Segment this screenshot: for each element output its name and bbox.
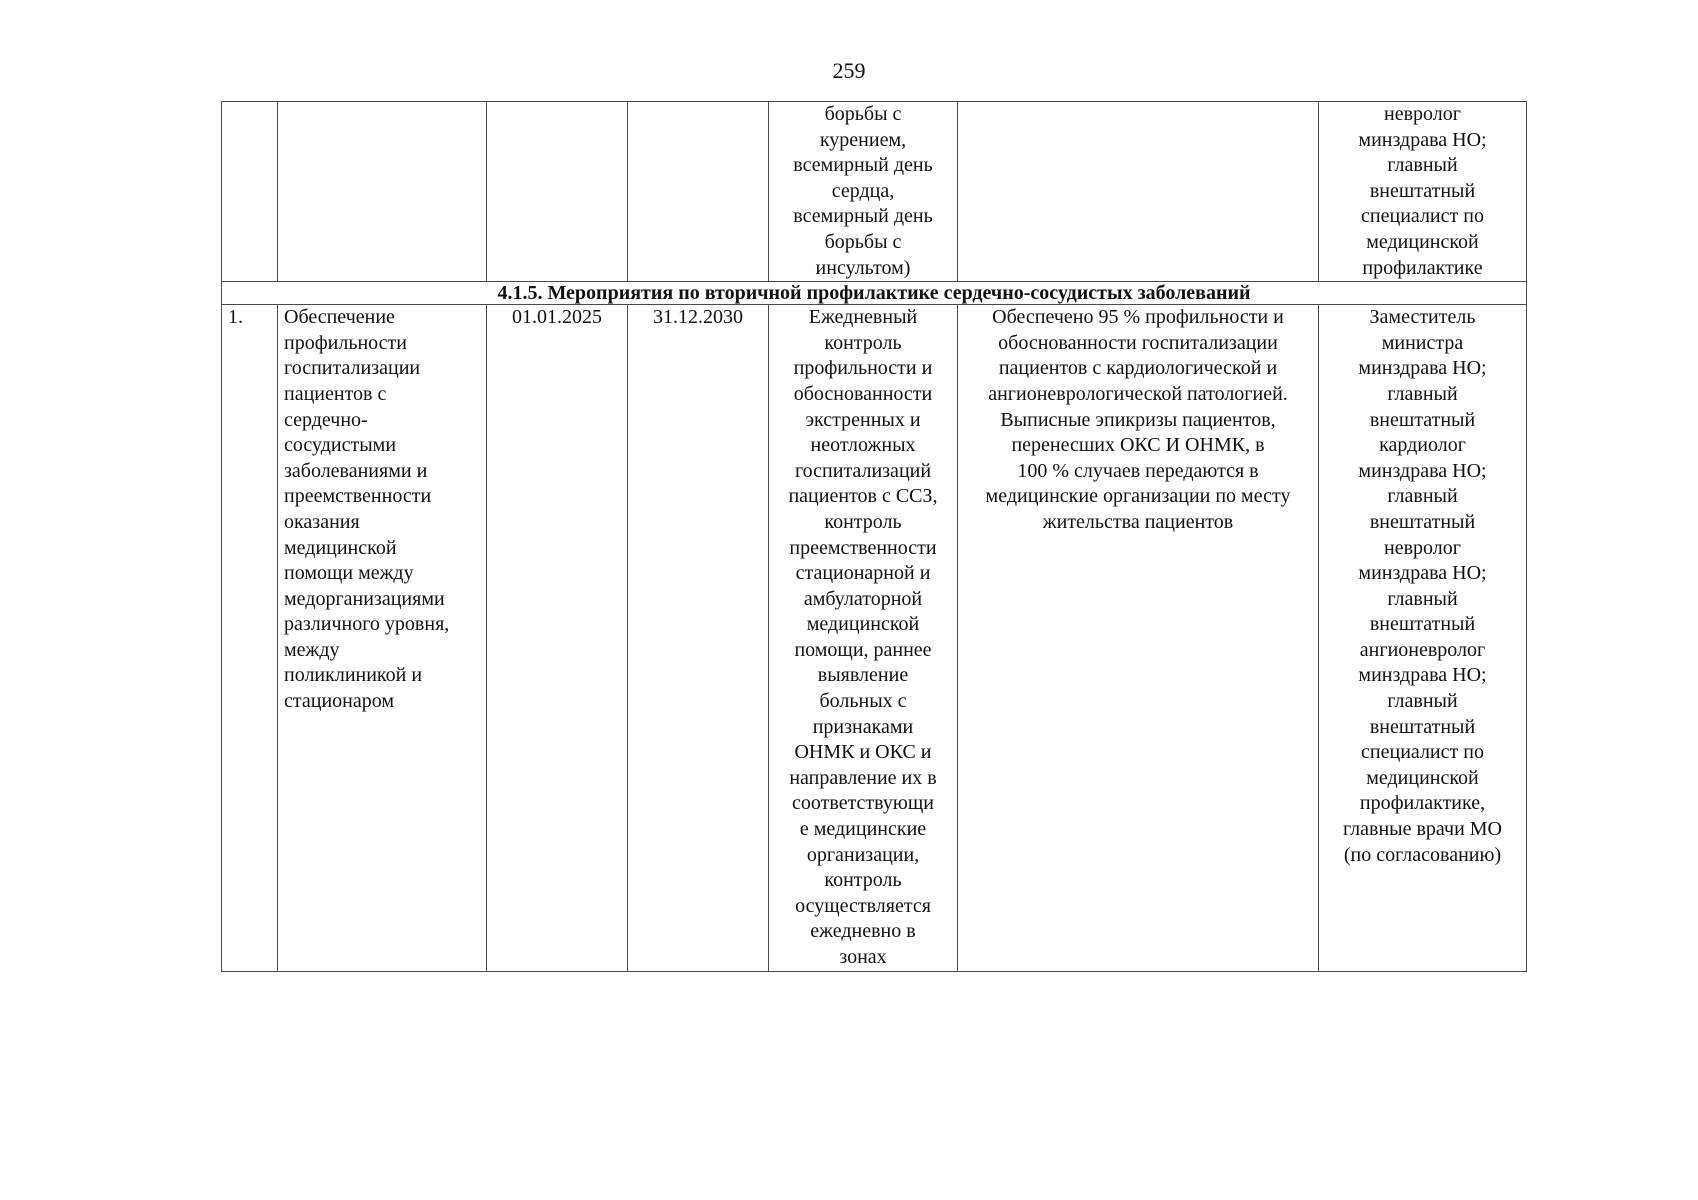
- responsible-line: главный: [1387, 587, 1458, 610]
- carryover-row: [222, 102, 1527, 282]
- event-line: профильности и: [793, 357, 933, 380]
- measure-name-line: стационаром: [284, 690, 394, 713]
- event-line: организации,: [806, 843, 920, 866]
- event-line: осуществляется: [795, 894, 931, 917]
- end-date: 31.12.2030: [628, 305, 769, 971]
- result-line: Обеспечено 95 % профильности и: [992, 306, 1284, 329]
- event-line: госпитализаций: [794, 459, 932, 482]
- event-line: контроль: [824, 331, 902, 354]
- event-line: зонах: [839, 946, 887, 968]
- event-line: преемственности: [789, 536, 937, 559]
- event-line: помощи, раннее: [794, 638, 932, 661]
- responsible-line: внештатный: [1369, 613, 1476, 636]
- responsible-line: ангионевролог: [1359, 638, 1486, 661]
- measure-name-line: помощи между: [284, 562, 414, 585]
- responsible-line: минздрава НО;: [1358, 357, 1487, 380]
- measure-name-line: пациентов с: [284, 382, 387, 405]
- measure-name-line: Обеспечение: [284, 306, 395, 329]
- carryover-event-line: борьбы с: [824, 103, 902, 125]
- table-row: [222, 305, 1527, 971]
- event-line: неотложных: [810, 434, 916, 457]
- event-description-cell: [769, 305, 958, 971]
- event-line: медицинской: [806, 613, 920, 636]
- section-header: 4.1.5. Мероприятия по вторичной профилактике сердечно-сосудистых заболеваний: [222, 282, 1527, 305]
- responsible-line: минздрава НО;: [1358, 562, 1487, 585]
- carryover-result-cell: [958, 102, 1319, 282]
- responsible-line: минздрава НО;: [1358, 664, 1487, 687]
- event-line: признаками: [812, 715, 914, 738]
- measure-name-line: медицинской: [284, 536, 397, 559]
- responsible-line: (по согласованию): [1343, 843, 1502, 866]
- responsible-line: невролог: [1384, 536, 1461, 559]
- event-line: Ежедневный: [808, 306, 918, 329]
- event-line: контроль: [824, 869, 902, 892]
- carryover-event-line: сердца,: [831, 179, 895, 202]
- start-date: 01.01.2025: [487, 305, 628, 971]
- measure-name-line: оказания: [284, 510, 360, 533]
- measure-name-line: сосудистыми: [284, 434, 397, 457]
- event-line: стационарной и: [795, 562, 931, 585]
- row-number: 1.: [222, 305, 278, 971]
- carryover-responsible-line: специалист по: [1361, 205, 1484, 228]
- responsible-line: кардиолог: [1379, 434, 1466, 457]
- event-line: экстренных и: [805, 408, 921, 431]
- event-line: ежедневно в: [810, 920, 916, 943]
- event-line: контроль: [824, 510, 902, 533]
- event-line: амбулаторной: [803, 587, 923, 610]
- responsible-line: специалист по: [1361, 741, 1484, 764]
- responsible-line: главный: [1387, 382, 1458, 405]
- carryover-event-cell: [769, 102, 958, 282]
- carryover-name-cell: [278, 102, 487, 282]
- carryover-number-cell: [222, 102, 278, 282]
- result-line: перенесших ОКС И ОНМК, в: [1011, 434, 1265, 457]
- responsible-line: внештатный: [1369, 510, 1476, 533]
- responsible-cell: [1319, 305, 1527, 971]
- result-line: пациентов с кардиологической и: [998, 357, 1278, 380]
- responsible-line: Заместитель: [1369, 306, 1476, 329]
- carryover-event-line: курением,: [819, 128, 907, 151]
- carryover-event-line: всемирный день: [793, 154, 933, 177]
- event-line: выявление: [817, 664, 909, 687]
- measure-name-line: преемственности: [284, 485, 432, 508]
- carryover-responsible-line: медицинской: [1366, 230, 1479, 253]
- measure-name-line: медорганизациями: [284, 587, 445, 610]
- responsible-line: минздрава НО;: [1358, 459, 1487, 482]
- result-line: обоснованности госпитализации: [998, 331, 1278, 354]
- carryover-responsible-line: невролог: [1384, 103, 1461, 125]
- measure-name-line: сердечно-: [284, 408, 368, 431]
- carryover-responsible-line: минздрава НО;: [1358, 128, 1487, 151]
- section-header-row: [222, 282, 1527, 305]
- event-line: е медицинские: [799, 818, 927, 841]
- event-line: соответствующи: [792, 792, 934, 815]
- responsible-line: внештатный: [1369, 715, 1476, 738]
- responsible-line: главный: [1387, 485, 1458, 508]
- result-line: жительства пациентов: [1042, 510, 1234, 533]
- carryover-start-cell: [487, 102, 628, 282]
- measure-name-line: профильности: [284, 331, 407, 354]
- responsible-line: профилактике,: [1359, 792, 1486, 815]
- event-line: направление их в: [789, 766, 937, 789]
- carryover-end-cell: [628, 102, 769, 282]
- measure-name-line: госпитализации: [284, 357, 421, 380]
- measure-name-cell: [278, 305, 487, 971]
- result-line: медицинские организации по месту: [985, 485, 1291, 508]
- event-line: пациентов с ССЗ,: [788, 485, 938, 508]
- carryover-responsible-line: внештатный: [1369, 179, 1476, 202]
- event-line: больных с: [819, 690, 907, 713]
- result-line: 100 % случаев передаются в: [1017, 459, 1259, 482]
- measure-name-line: заболеваниями и: [284, 459, 428, 482]
- carryover-responsible-cell: [1319, 102, 1527, 282]
- result-cell: [958, 305, 1319, 971]
- document-table: [221, 101, 1527, 972]
- carryover-event-line: борьбы с: [824, 230, 902, 253]
- carryover-event-line: инсультом): [815, 256, 911, 279]
- measure-name-line: между: [284, 638, 340, 661]
- result-line: Выписные эпикризы пациентов,: [1000, 408, 1276, 431]
- carryover-responsible-line: профилактике: [1362, 256, 1483, 279]
- carryover-event-line: всемирный день: [793, 205, 933, 228]
- page-number: 259: [832, 58, 866, 83]
- measure-name-line: поликлиникой и: [284, 664, 423, 687]
- event-line: обоснованности: [793, 382, 933, 405]
- carryover-responsible-line: главный: [1387, 154, 1458, 177]
- result-line: ангионеврологической патологией.: [988, 382, 1288, 405]
- responsible-line: медицинской: [1366, 766, 1479, 789]
- responsible-line: внештатный: [1369, 408, 1476, 431]
- responsible-line: главный: [1387, 690, 1458, 713]
- responsible-line: главные врачи МО: [1342, 818, 1502, 841]
- event-line: ОНМК и ОКС и: [794, 741, 932, 764]
- measure-name-line: различного уровня,: [284, 613, 450, 636]
- responsible-line: министра: [1381, 331, 1464, 354]
